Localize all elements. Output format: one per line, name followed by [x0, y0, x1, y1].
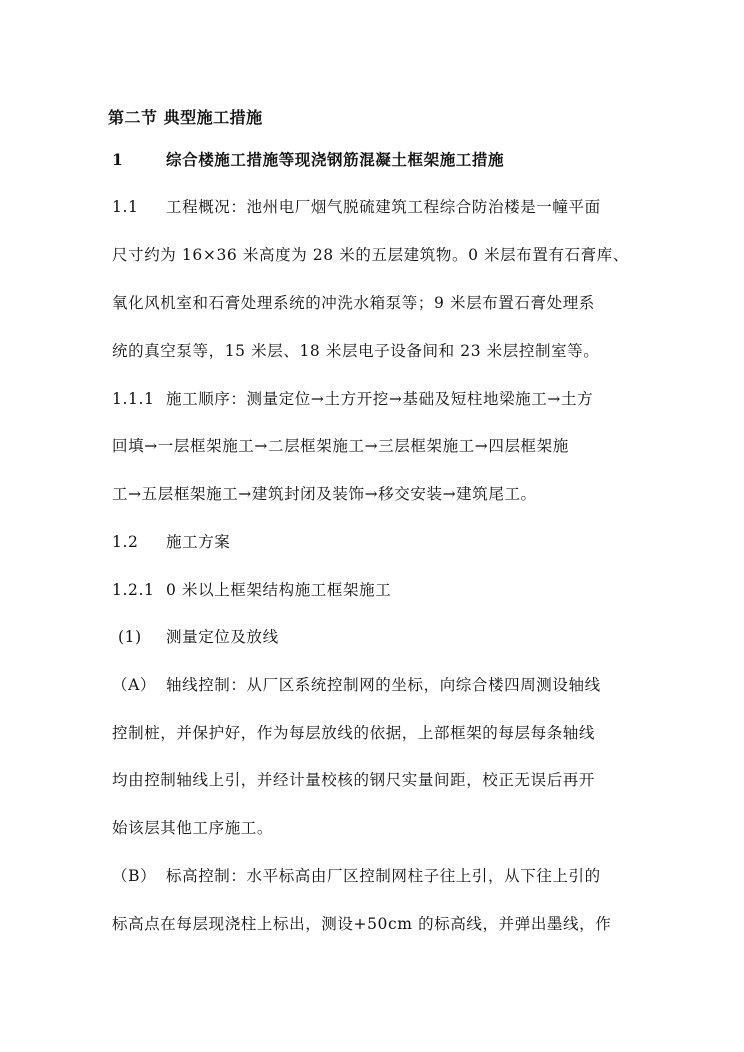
para-1-1-1-line-2: 回填→一层框架施工→二层框架施工→三层框架施工→四层框架施 — [112, 437, 569, 455]
para-1-1-number: 1.1 — [112, 198, 139, 216]
item-B-number: （B） — [112, 867, 157, 885]
section-title: 第二节 典型施工措施 — [108, 108, 263, 127]
item-A-number: （A） — [112, 676, 156, 694]
para-1-1-1-number: 1.1.1 — [112, 390, 155, 408]
para-1-1-line-1 — [112, 197, 637, 217]
para-1-2 — [112, 532, 637, 552]
heading-1-text: 综合楼施工措施等现浇钢筋混凝土框架施工措施 — [166, 150, 505, 169]
heading-1 — [112, 150, 637, 170]
para-1-1-text: 工程概况：池州电厂烟气脱硫建筑工程综合防治楼是一幢平面 — [166, 198, 601, 216]
para-item-1 — [112, 627, 637, 647]
item-1-text: 测量定位及放线 — [166, 628, 279, 646]
para-1-2-text: 施工方案 — [166, 533, 231, 551]
para-1-2-1-text: 0 米以上框架结构施工框架施工 — [166, 581, 392, 599]
para-1-1-line-2: 尺寸约为 16×36 米高度为 28 米的五层建筑物。0 米层布置有石膏库、 — [112, 246, 629, 264]
para-1-2-1-number: 1.2.1 — [112, 581, 155, 599]
para-B-line-1 — [112, 866, 637, 886]
para-1-2-1 — [112, 580, 637, 600]
item-A-text: 轴线控制：从厂区系统控制网的坐标，向综合楼四周测设轴线 — [166, 676, 601, 694]
para-1-1-line-4: 统的真空泵等，15 米层、18 米层电子设备间和 23 米层控制室等。 — [112, 342, 600, 360]
para-A-line-1 — [112, 675, 637, 695]
heading-1-number: 1 — [112, 150, 124, 169]
para-1-1-1-line-1 — [112, 389, 637, 409]
para-1-1-1-text: 施工顺序：测量定位→土方开挖→基础及短柱地梁施工→土方 — [166, 390, 594, 408]
para-A-line-2: 控制桩，并保护好，作为每层放线的依据，上部框架的每层每条轴线 — [112, 724, 596, 742]
para-B-line-2: 标高点在每层现浇柱上标出，测设+50cm 的标高线，并弹出墨线，作 — [112, 915, 612, 933]
item-1-number: (1) — [118, 628, 142, 646]
para-A-line-4: 始该层其他工序施工。 — [112, 819, 274, 837]
para-1-2-number: 1.2 — [112, 533, 139, 551]
para-1-1-line-3: 氧化风机室和石膏处理系统的冲洗水箱泵等；9 米层布置石膏处理系 — [112, 294, 595, 312]
para-1-1-1-line-3: 工→五层框架施工→建筑封闭及装饰→移交安装→建筑尾工。 — [112, 485, 537, 503]
item-B-text: 标高控制：水平标高由厂区控制网柱子往上引，从下往上引的 — [166, 867, 601, 885]
para-A-line-3: 均由控制轴线上引，并经计量校核的钢尺实量间距，校正无误后再开 — [112, 771, 596, 789]
